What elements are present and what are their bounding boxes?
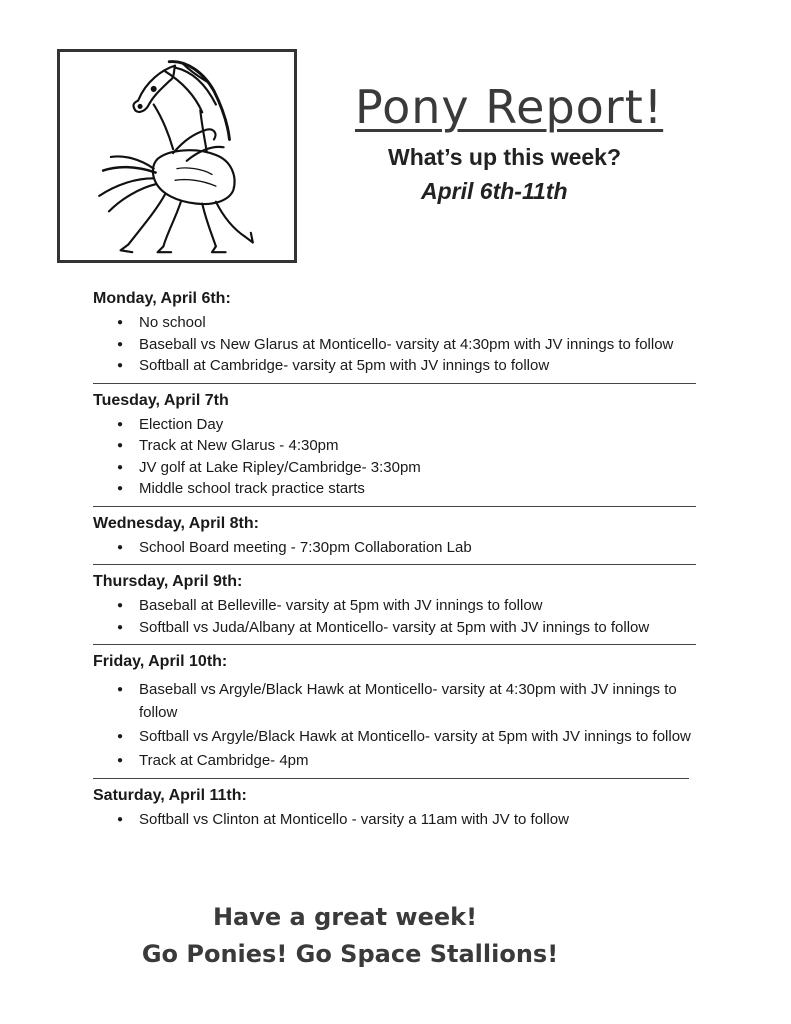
event-item: ● School Board meeting - 7:30pm Collaboration Lab xyxy=(139,537,698,559)
event-list xyxy=(93,312,698,377)
closing-greeting: Have a great week! xyxy=(212,903,478,931)
divider xyxy=(93,644,696,645)
event-item: ● Softball vs Argyle/Black Hawk at Monticello- varsity at 5pm with JV innings to follow xyxy=(139,725,698,748)
event-item: ● Softball vs Clinton at Monticello - varsity a 11am with JV to follow xyxy=(139,809,698,831)
day-heading: Thursday, April 9th: xyxy=(93,573,243,590)
event-list xyxy=(93,678,698,772)
event-item: ● Baseball vs New Glarus at Monticello- varsity at 4:30pm with JV innings to follow xyxy=(139,334,698,356)
event-list xyxy=(93,809,698,831)
day-friday xyxy=(93,652,698,772)
day-heading: Tuesday, April 7th xyxy=(93,391,229,409)
mustang-logo xyxy=(57,49,297,263)
event-item: ● Election Day xyxy=(139,414,698,436)
mustang-horse-icon xyxy=(60,52,294,260)
event-list xyxy=(93,414,698,500)
event-item: ● Baseball vs Argyle/Black Hawk at Monticello- varsity at 4:30pm with JV innings to follow xyxy=(139,678,698,724)
event-item: ● JV golf at Lake Ripley/Cambridge- 3:30pm xyxy=(139,457,698,479)
event-item: ● Softball vs Juda/Albany at Monticello- varsity at 5pm with JV innings to follow xyxy=(139,617,698,639)
divider xyxy=(93,564,696,565)
day-thursday xyxy=(93,572,698,638)
day-tuesday xyxy=(93,391,698,500)
day-wednesday xyxy=(93,514,698,559)
divider xyxy=(93,506,696,507)
event-item: ● Track at New Glarus - 4:30pm xyxy=(139,435,698,457)
date-range: April 6th-11th xyxy=(421,178,568,204)
day-heading: Friday, April 10th: xyxy=(93,653,228,670)
day-heading: Monday, April 6th: xyxy=(93,290,231,307)
event-item: ● No school xyxy=(139,312,698,334)
divider xyxy=(93,778,689,779)
event-list xyxy=(93,537,698,559)
event-item: ● Softball at Cambridge- varsity at 5pm with JV innings to follow xyxy=(139,355,698,377)
day-heading: Wednesday, April 8th: xyxy=(93,514,259,532)
day-heading: Saturday, April 11th: xyxy=(93,787,247,804)
page-subtitle: What’s up this week? xyxy=(388,144,622,170)
event-list xyxy=(93,595,698,638)
divider xyxy=(93,383,696,384)
day-monday xyxy=(93,289,698,377)
event-item: ● Middle school track practice starts xyxy=(139,478,698,500)
event-item: ● Baseball at Belleville- varsity at 5pm with JV innings to follow xyxy=(139,595,698,617)
page-title: Pony Report! xyxy=(355,80,664,134)
schedule xyxy=(93,289,698,831)
day-saturday xyxy=(93,786,698,831)
closing-cheer: Go Ponies! Go Space Stallions! xyxy=(141,940,559,968)
event-item: ● Track at Cambridge- 4pm xyxy=(139,749,698,772)
